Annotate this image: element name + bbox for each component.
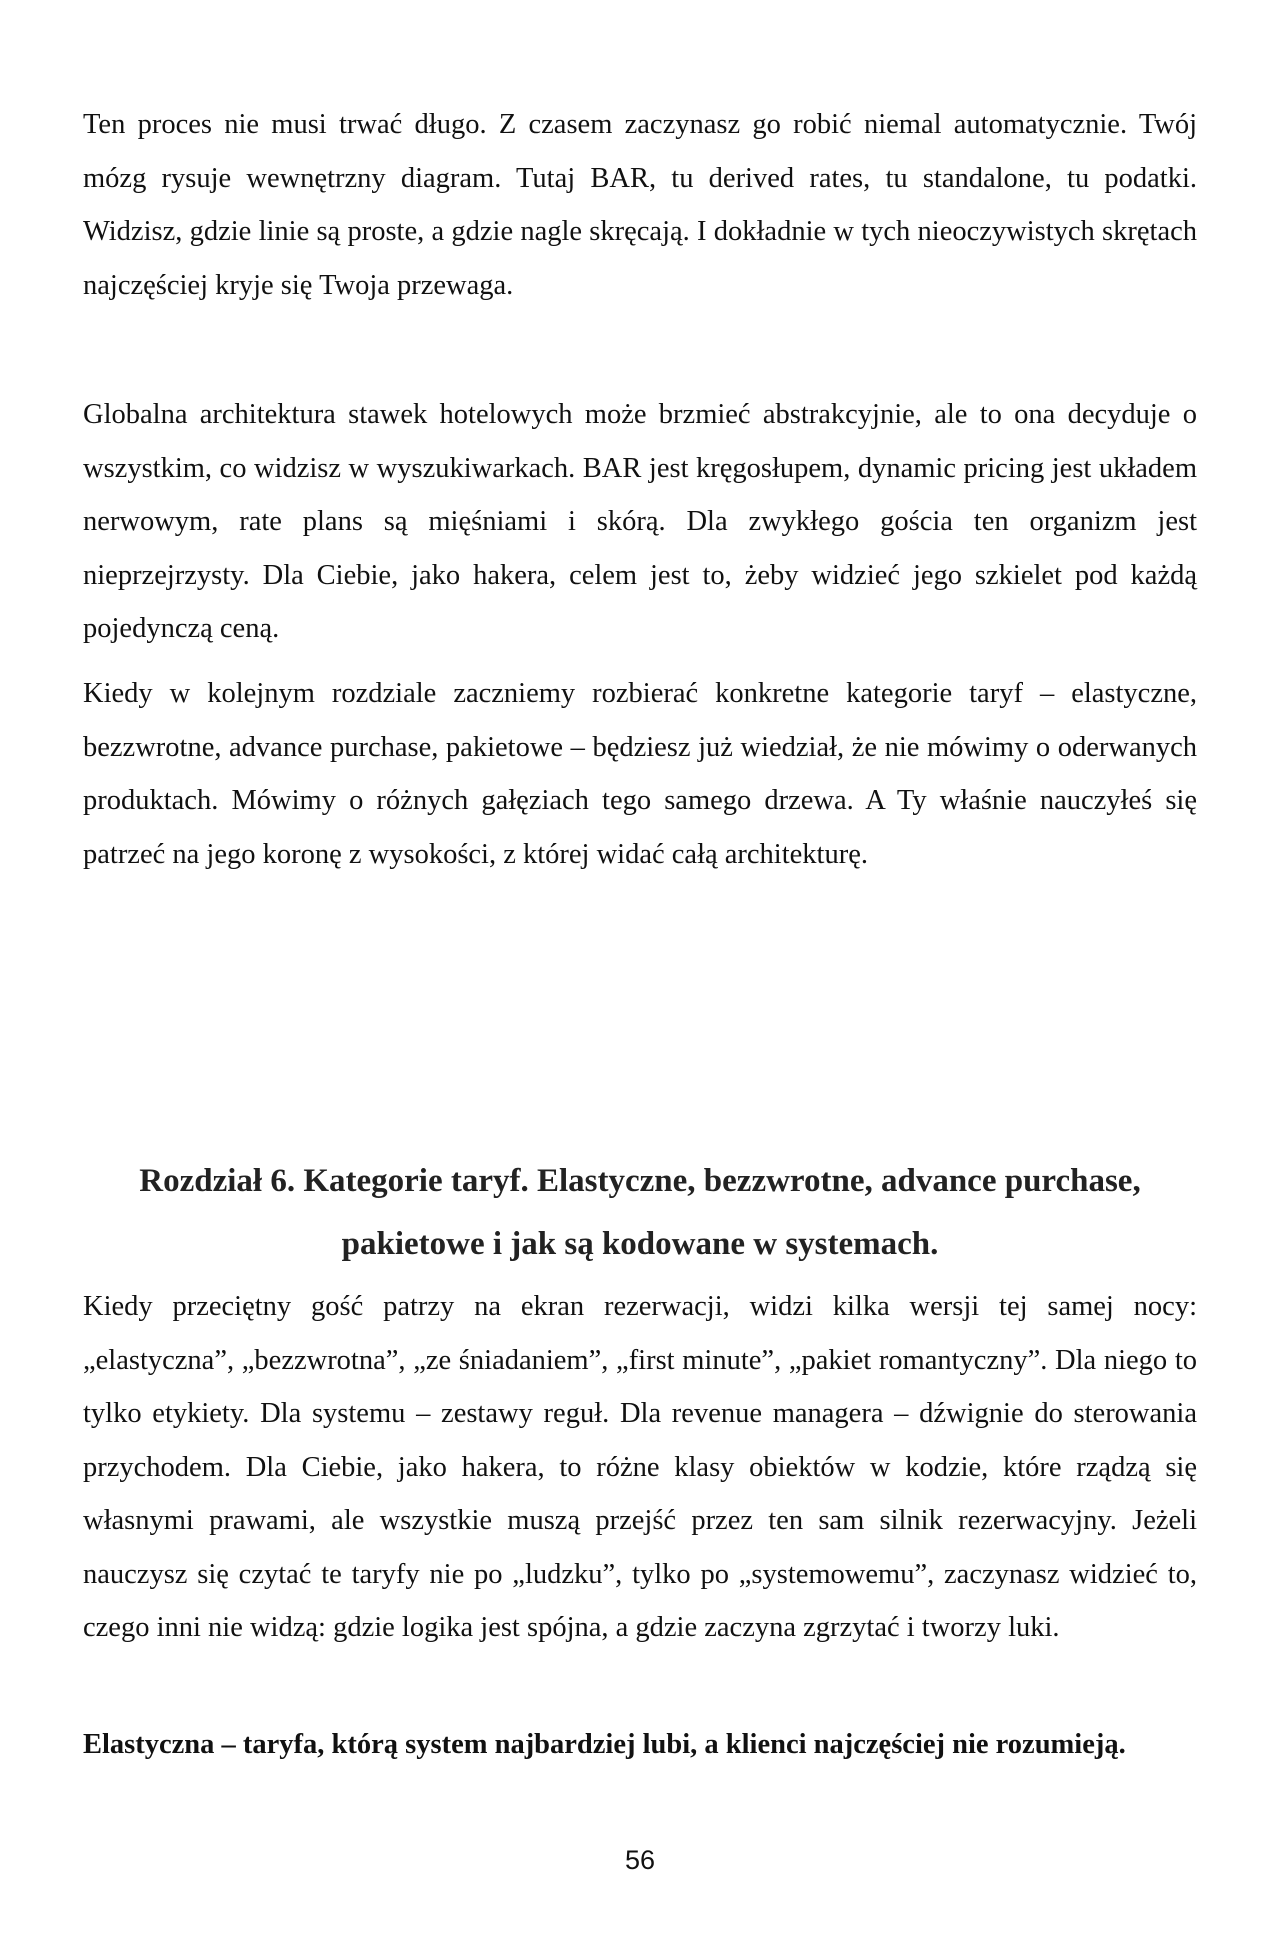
paragraph-next-chapter-preview: Kiedy w kolejnym rozdziale zaczniemy rozbierać konkretne kategorie taryf – elastyczne, bezzwrotne, advance purchase, pakietowe – będziesz już wiedział, że nie mówimy o oderwanych produktach. Mówimy o różnych gałęziach tego samego drzewa. A Ty właśnie nauczyłeś się patrzeć na jego koronę z wysokości, z której widać całą architekturę. [83,678,1197,870]
chapter-heading: Rozdział 6. Kategorie taryf. Elastyczne, bezzwrotne, advance purchase, pakietowe i jak są kodowane w systemach. [139,1163,1141,1262]
page-number: 56 [624,1845,656,1875]
bold-subheading-flexible-rate: Elastyczna – taryfa, którą system najbardziej lubi, a klienci najczęściej nie rozumieją. [83,1729,1126,1760]
paragraph-chapter-intro: Kiedy przeciętny gość patrzy na ekran rezerwacji, widzi kilka wersji tej samej nocy: „elastyczna”, „bezzwrotna”, „ze śniadaniem”, „first minute”, „pakiet romantyczny”. Dla niego to tylko etykiety. Dla systemu – zestawy reguł. Dla revenue managera – dźwignie do sterowania przychodem. Dla Ciebie, jako hakera, to różne klasy obiektów w kodzie, które rządzą się własnymi prawami, ale wszystkie muszą przejść przez ten sam silnik rezerwacyjny. Jeżeli nauczysz się czytać te taryfy nie po „ludzku”, tylko po „systemowemu”, zaczynasz widzieć to, czego inni nie widzą: gdzie logika jest spójna, a gdzie zaczyna zgrzytać i tworzy luki. [83,1291,1197,1643]
paragraph-mental-diagram: Ten proces nie musi trwać długo. Z czasem zaczynasz go robić niemal automatycznie. Twój mózg rysuje wewnętrzny diagram. Tutaj BAR, tu derived rates, tu standalone, tu podatki. Widzisz, gdzie linie są proste, a gdzie nagle skręcają. I dokładnie w tych nieoczywistych skrętach najczęściej kryje się Twoja przewaga. [83,109,1197,301]
paragraph-global-rate-architecture: Globalna architektura stawek hotelowych może brzmieć abstrakcyjnie, ale to ona decyduje o wszystkim, co widzisz w wyszukiwarkach. BAR jest kręgosłupem, dynamic pricing jest układem nerwowym, rate plans są mięśniami i skórą. Dla zwykłego gościa ten organizm jest nieprzejrzysty. Dla Ciebie, jako hakera, celem jest to, żeby widzieć jego szkielet pod każdą pojedynczą ceną. [83,399,1197,644]
